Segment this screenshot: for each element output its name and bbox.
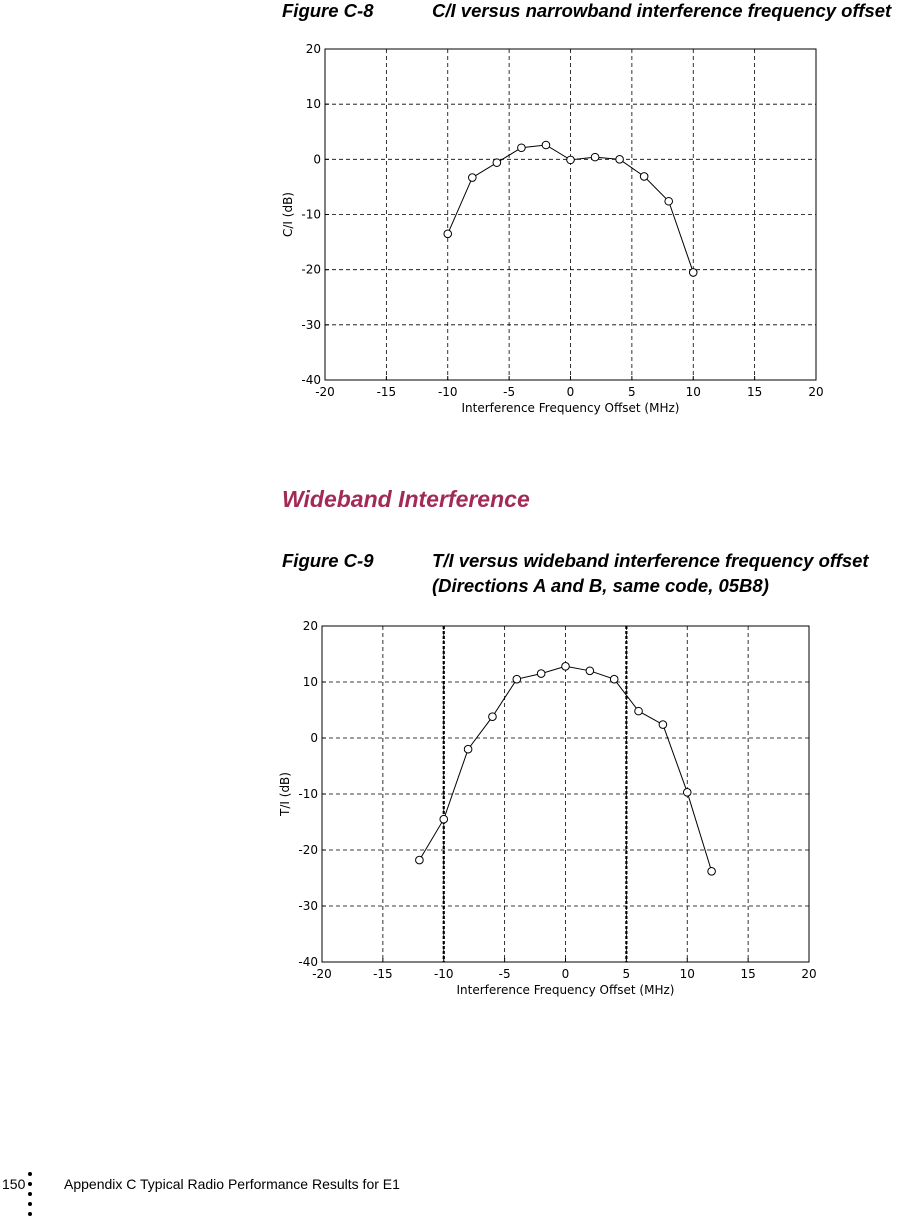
data-point xyxy=(493,159,501,167)
chart-t-i-vs-offset xyxy=(270,605,830,1005)
data-point xyxy=(635,707,643,715)
y-axis-label: C/I (dB) xyxy=(281,192,295,237)
y-tick-label: 0 xyxy=(313,152,321,167)
y-tick-label: 10 xyxy=(302,675,318,689)
y-tick-label: -20 xyxy=(298,843,318,857)
x-tick-label: 15 xyxy=(740,967,756,981)
page-footer xyxy=(0,1170,921,1220)
data-point xyxy=(518,144,526,152)
x-axis-label: Interference Frequency Offset (MHz) xyxy=(461,401,680,415)
data-point xyxy=(489,713,497,721)
y-tick-label: -10 xyxy=(298,787,318,801)
data-point xyxy=(591,153,599,161)
x-axis-label: Interference Frequency Offset (MHz) xyxy=(456,983,675,997)
chart-c-i-vs-offset xyxy=(270,30,830,430)
data-point xyxy=(689,269,697,277)
x-tick-label: 0 xyxy=(566,385,575,399)
data-point xyxy=(444,230,452,238)
figure-c8-number: Figure C-8 xyxy=(282,0,374,21)
y-axis-label: T/I (dB) xyxy=(278,772,292,816)
data-point xyxy=(567,156,575,164)
data-point xyxy=(683,789,691,797)
data-point xyxy=(640,173,648,181)
data-point xyxy=(586,667,594,675)
data-point xyxy=(542,141,550,149)
x-tick-label: -5 xyxy=(503,385,516,399)
data-point xyxy=(659,721,667,729)
y-tick-label: -40 xyxy=(298,955,318,969)
x-tick-label: 0 xyxy=(561,967,570,981)
x-tick-label: 10 xyxy=(679,967,695,981)
running-title: Appendix C Typical Radio Performance Results for E1 xyxy=(64,1176,400,1192)
figure-c8-caption xyxy=(282,0,921,23)
y-tick-label: 20 xyxy=(305,42,321,56)
x-tick-label: 5 xyxy=(622,967,631,981)
data-point xyxy=(469,174,477,182)
figure-c9-number: Figure C-9 xyxy=(282,550,374,571)
x-tick-label: 20 xyxy=(808,385,824,399)
x-tick-label: -20 xyxy=(315,385,335,399)
x-tick-label: 15 xyxy=(746,385,763,399)
x-tick-label: 20 xyxy=(801,967,817,981)
y-tick-label: 0 xyxy=(310,731,318,745)
y-tick-label: -30 xyxy=(298,899,318,913)
y-tick-label: 10 xyxy=(305,97,321,112)
x-tick-label: -15 xyxy=(376,385,397,399)
data-point xyxy=(610,675,618,683)
data-point xyxy=(513,675,521,683)
y-tick-label: -40 xyxy=(301,373,321,387)
data-point xyxy=(616,156,624,164)
y-tick-label: -30 xyxy=(301,317,321,332)
y-tick-label: -20 xyxy=(301,262,321,277)
page-number: 150 xyxy=(2,1176,26,1192)
x-tick-label: -10 xyxy=(433,967,454,981)
x-tick-label: -15 xyxy=(373,967,393,981)
data-point xyxy=(537,670,545,678)
footer-dot-leader xyxy=(27,1170,35,1220)
data-point xyxy=(708,867,716,875)
x-tick-label: -20 xyxy=(312,967,332,981)
data-point xyxy=(416,856,424,864)
x-tick-label: -5 xyxy=(498,967,511,981)
figure-c9-title-line2: (Directions A and B, same code, 05B8) xyxy=(432,575,769,596)
x-tick-label: 10 xyxy=(685,385,701,399)
section-heading: Wideband Interference xyxy=(282,486,530,512)
figure-c9-caption xyxy=(282,548,921,598)
x-tick-label: -10 xyxy=(437,385,458,399)
y-tick-label: 20 xyxy=(302,619,318,633)
figure-c8-title: C/I versus narrowband interference frequency offset xyxy=(432,0,892,21)
x-tick-label: 5 xyxy=(628,385,636,399)
data-point xyxy=(665,197,673,205)
y-tick-label: -10 xyxy=(301,207,321,222)
data-point xyxy=(464,745,472,753)
figure-c9-title-line1: T/I versus wideband interference frequency offset xyxy=(432,550,869,571)
data-point xyxy=(440,815,448,823)
data-point xyxy=(562,663,570,671)
